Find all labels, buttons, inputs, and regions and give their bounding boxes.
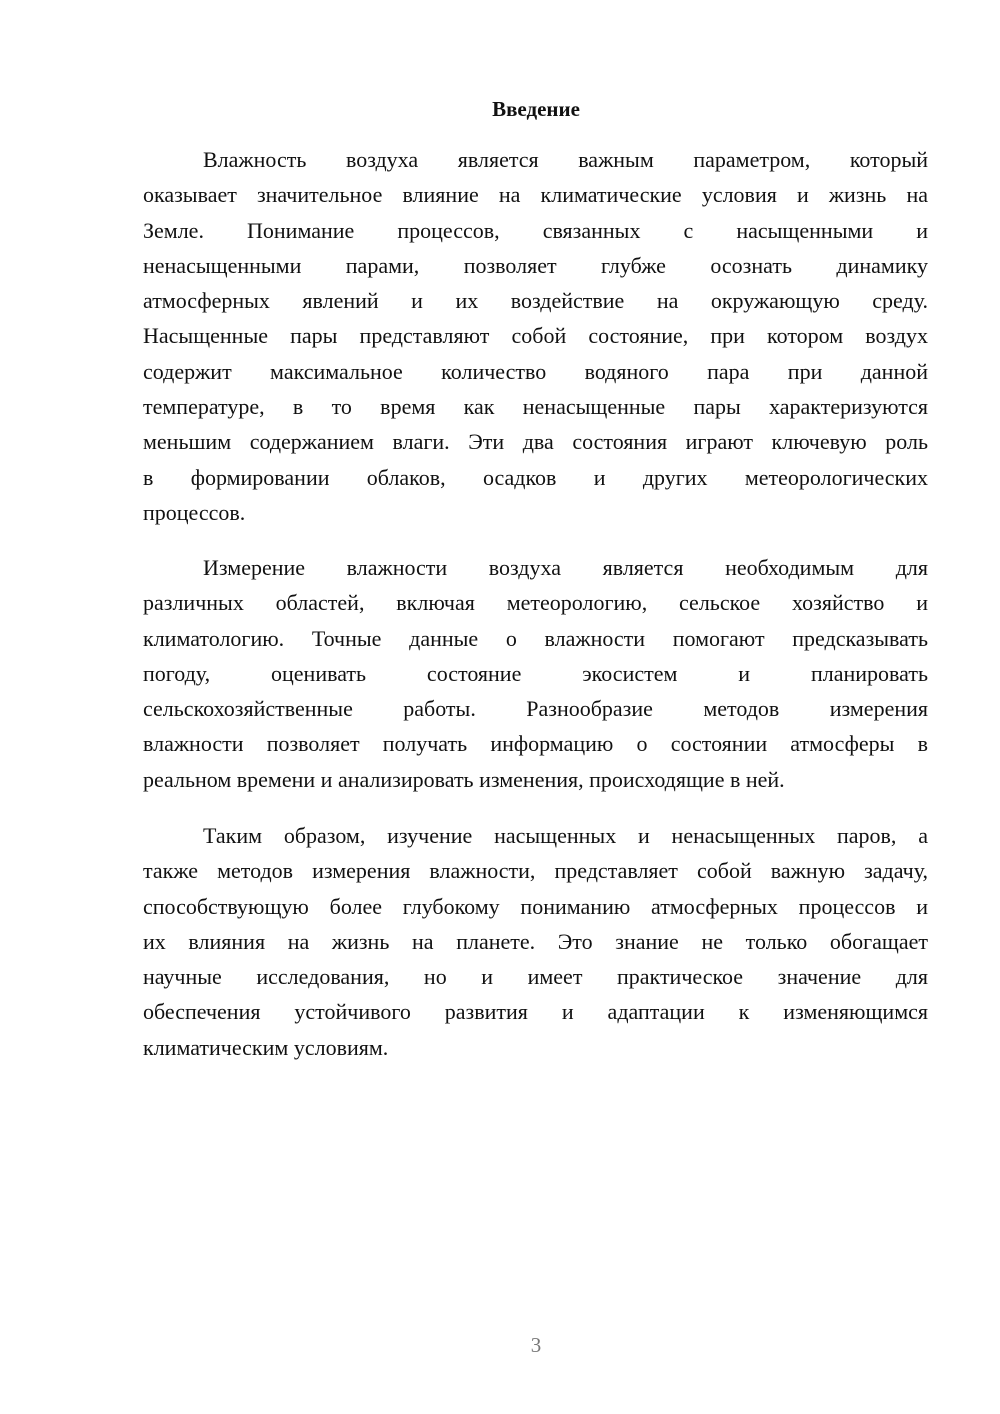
text-line: климатическим условиям. bbox=[143, 1034, 389, 1060]
paragraph-3 bbox=[143, 818, 928, 1065]
text-line: Таким образом, изучение насыщенных и ненасыщенных паров, а bbox=[203, 823, 928, 848]
text-line: в формировании облаков, осадков и других метеорологических bbox=[143, 464, 928, 490]
text-line: Насыщенные пары представляют собой состояние, при котором воздух bbox=[143, 323, 928, 349]
text-line: способствующую более глубокому пониманию атмосферных процессов и bbox=[143, 893, 928, 919]
text-line: процессов. bbox=[143, 499, 246, 525]
text-line: климатологию. Точные данные о влажности помогают предсказывать bbox=[143, 625, 928, 651]
text-line: различных областей, включая метеорологию, сельское хозяйство и bbox=[143, 590, 928, 616]
text-line: реальном времени и анализировать изменения, происходящие в ней. bbox=[143, 766, 785, 792]
text-line: содержит максимальное количество водяного пара при данной bbox=[143, 358, 928, 384]
text-line: атмосферных явлений и их воздействие на окружающую среду. bbox=[143, 288, 928, 314]
text-line: меньшим содержанием влаги. Эти два состояния играют ключевую роль bbox=[143, 429, 928, 455]
text-line: Измерение влажности воздуха является необходимым для bbox=[203, 555, 928, 580]
text-line: погоду, оценивать состояние экосистем и планировать bbox=[143, 660, 928, 686]
text-line: научные исследования, но и имеет практическое значение для bbox=[143, 964, 928, 990]
text-line: Земле. Понимание процессов, связанных с насыщенными и bbox=[143, 217, 928, 243]
text-line: влажности позволяет получать информацию о состоянии атмосферы в bbox=[143, 731, 928, 757]
text-line: оказывает значительное влияние на климатические условия и жизнь на bbox=[143, 182, 928, 208]
text-line: обеспечения устойчивого развития и адаптации к изменяющимся bbox=[143, 999, 928, 1025]
page-title: Введение bbox=[492, 97, 580, 121]
paragraph-1 bbox=[143, 142, 928, 530]
text-line: ненасыщенными парами, позволяет глубже осознать динамику bbox=[143, 252, 928, 278]
text-line: температуре, в то время как ненасыщенные пары характеризуются bbox=[143, 394, 928, 420]
text-line: также методов измерения влажности, представляет собой важную задачу, bbox=[143, 858, 928, 884]
text-line: их влияния на жизнь на планете. Это знание не только обогащает bbox=[143, 928, 928, 954]
text-line: Влажность воздуха является важным параметром, который bbox=[203, 147, 928, 172]
paragraph-2 bbox=[143, 550, 928, 797]
text-line: сельскохозяйственные работы. Разнообразие методов измерения bbox=[143, 696, 928, 722]
page-number: 3 bbox=[530, 1333, 542, 1357]
